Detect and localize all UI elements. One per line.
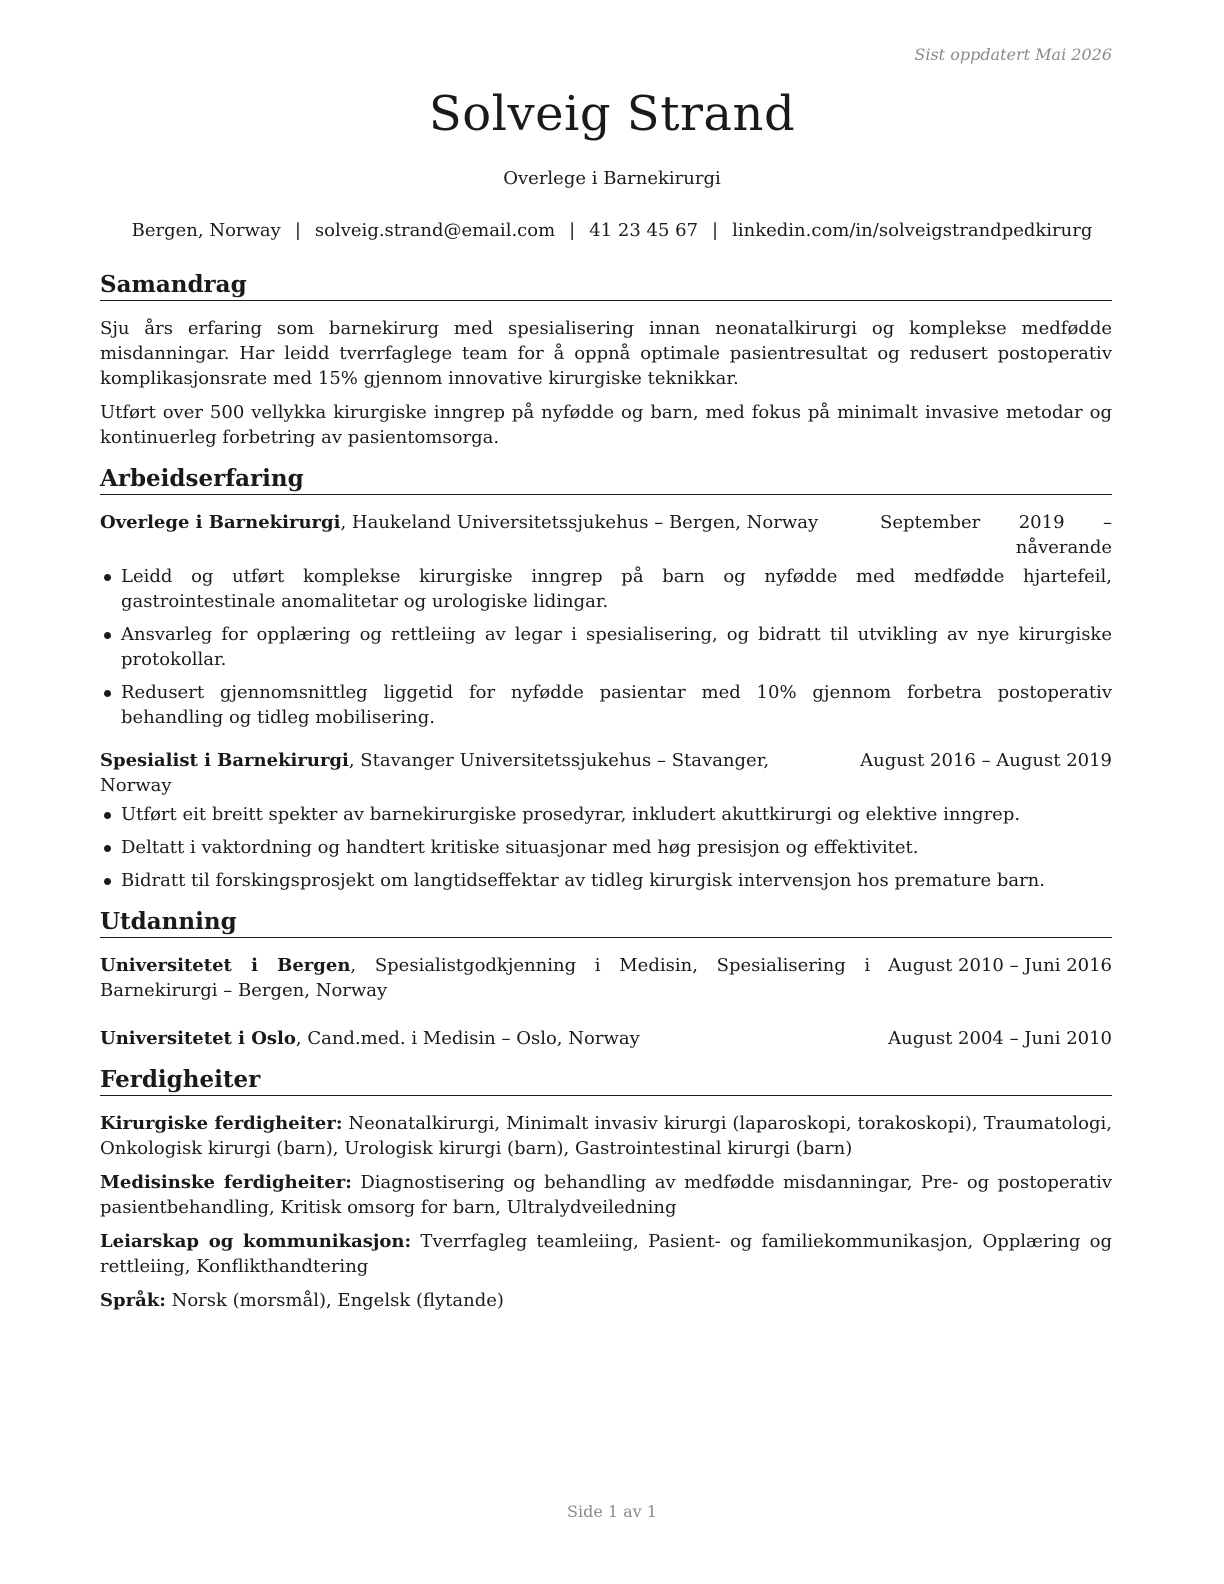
job-dates: September 2019 – nåverande (880, 512, 1112, 558)
contact-email[interactable]: solveig.strand@email.com (314, 220, 556, 241)
skills-section (100, 1065, 1112, 1313)
skill-text: Norsk (morsmål), Engelsk (flytande) (165, 1290, 504, 1311)
section-heading: Samandrag (100, 270, 1112, 301)
job-dates: August 2016 – August 2019 (860, 750, 1112, 771)
job-role: Overlege i Barnekirurgi (100, 512, 341, 533)
job-bullet: Leidd og utført komplekse kirurgiske inngrep på barn og nyfødde med medfødde hjartefeil, gastrointestinale anomalitetar og urologiske lidingar. (100, 564, 1112, 614)
skill-label: Medisinske ferdigheiter: (100, 1172, 352, 1193)
education-section (100, 907, 1112, 1051)
education-dates: August 2004 – Juni 2010 (888, 1028, 1112, 1049)
job-title: Overlege i Barnekirurgi (503, 168, 721, 189)
last-updated: Sist oppdatert Mai 2026 (914, 45, 1112, 64)
education-dates: August 2010 – Juni 2016 (888, 955, 1112, 976)
contact-linkedin[interactable]: linkedin.com/in/solveigstrandpedkirurg (732, 220, 1093, 241)
education-entry (100, 953, 1112, 1003)
education-entry (100, 1026, 1112, 1051)
job-bullet: Redusert gjennomsnittleg liggetid for nyfødde pasientar med 10% gjennom forbetra postoperativ behandling og tidleg mobilisering. (100, 680, 1112, 730)
contact-separator: | (569, 220, 576, 241)
section-heading: Utdanning (100, 907, 1112, 938)
resume-body (100, 270, 1112, 1327)
experience-section (100, 464, 1112, 893)
contact-line (0, 220, 1224, 241)
contact-phone: 41 23 45 67 (589, 220, 699, 241)
job-org: , Stavanger Universitetssjukehus – Stavanger, Norway (100, 750, 770, 796)
contact-separator: | (294, 220, 301, 241)
section-heading: Ferdigheiter (100, 1065, 1112, 1096)
job-entry (100, 510, 1112, 730)
job-bullet: Deltatt i vaktordning og handtert kritiske situasjonar med høg presisjon og effektivitet. (100, 835, 1112, 860)
skill-label: Språk: (100, 1290, 166, 1311)
education-school: Universitetet i Oslo (100, 1028, 296, 1049)
job-bullet: Bidratt til forskingsprosjekt om langtidseffektar av tidleg kirurgisk intervensjon hos premature barn. (100, 868, 1112, 893)
education-detail: , Spesialistgodkjenning i Medisin, Spesialisering i Barnekirurgi – Bergen, Norway (100, 955, 871, 1001)
skill-label: Kirurgiske ferdigheiter: (100, 1113, 343, 1134)
skill-group (100, 1111, 1112, 1161)
skill-text: Neonatalkirurgi, Minimalt invasiv kirurgi (laparoskopi, torakoskopi), Traumatologi, Onkologisk kirurgi (barn), Urologisk kirurgi (barn), Gastrointestinal kirurgi (barn) (100, 1113, 1112, 1159)
skill-group (100, 1170, 1112, 1220)
education-school: Universitetet i Bergen (100, 955, 351, 976)
summary-paragraph: Utført over 500 vellykka kirurgiske inngrep på nyfødde og barn, med fokus på minimalt invasive metodar og kontinuerleg forbetring av pasientomsorga. (100, 402, 1112, 448)
section-heading: Arbeidserfaring (100, 464, 1112, 495)
page-number: Side 1 av 1 (567, 1502, 657, 1521)
job-org: , Haukeland Universitetssjukehus – Bergen, Norway (340, 512, 819, 533)
job-entry (100, 748, 1112, 893)
summary-section (100, 270, 1112, 450)
contact-separator: | (712, 220, 719, 241)
job-bullet: Ansvarleg for opplæring og rettleiing av legar i spesialisering, og bidratt til utvikling av nye kirurgiske protokollar. (100, 622, 1112, 672)
education-detail: , Cand.med. i Medisin – Oslo, Norway (295, 1028, 640, 1049)
skill-group (100, 1229, 1112, 1279)
skill-text: Diagnostisering og behandling av medfødde misdanningar, Pre- og postoperativ pasientbehandling, Kritisk omsorg for barn, Ultralydveiledning (100, 1172, 1112, 1218)
person-name: Solveig Strand (428, 86, 796, 142)
job-bullet: Utført eit breitt spekter av barnekirurgiske prosedyrar, inkludert akuttkirurgi og elektive inngrep. (100, 802, 1112, 827)
skill-group (100, 1288, 1112, 1313)
skill-text: Tverrfagleg teamleiing, Pasient- og familiekommunikasjon, Opplæring og rettleiing, Konflikthandtering (100, 1231, 1112, 1277)
summary-paragraph: Sju års erfaring som barnekirurg med spesialisering innan neonatalkirurgi og komplekse medfødde misdanningar. Har leidd tverrfaglege team for å oppnå optimale pasientresultat og redusert postoperativ komplikasjonsrate med 15% gjennom innovative kirurgiske teknikkar. (100, 318, 1112, 389)
contact-location: Bergen, Norway (131, 220, 281, 241)
job-role: Spesialist i Barnekirurgi (100, 750, 349, 771)
skill-label: Leiarskap og kommunikasjon: (100, 1231, 412, 1252)
